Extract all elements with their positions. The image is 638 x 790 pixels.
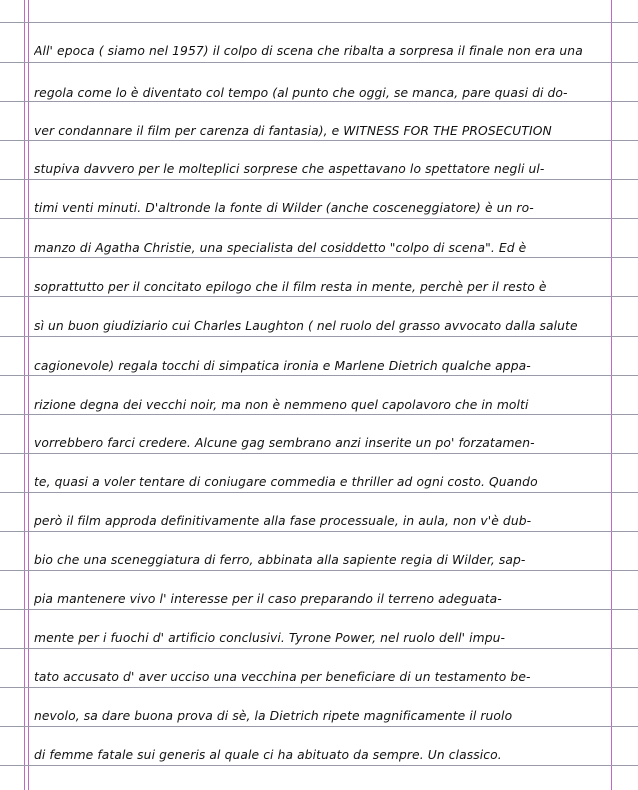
text-line: vorrebbero farci credere. Alcune gag sembrano anzi inserite un po' forzatamen-	[34, 436, 535, 450]
text-line: regola come lo è diventato col tempo (al punto che oggi, se manca, pare quasi di do-	[34, 86, 568, 100]
left-margin-line	[24, 0, 25, 790]
text-line: ver condannare il film per carenza di fantasia), e WITNESS FOR THE PROSECUTION	[34, 124, 552, 138]
ruling-line	[0, 140, 638, 141]
text-line: sì un buon giudiziario cui Charles Laughton ( nel ruolo del grasso avvocato dalla salute	[34, 319, 578, 333]
text-line: soprattutto per il concitato epilogo che il film resta in mente, perchè per il resto è	[34, 280, 547, 294]
text-line: All' epoca ( siamo nel 1957) il colpo di scena che ribalta a sorpresa il finale non era una	[34, 44, 583, 58]
ruling-line	[0, 101, 638, 102]
text-line: mente per i fuochi d' artificio conclusivi. Tyrone Power, nel ruolo dell' impu-	[34, 631, 506, 645]
text-line: timi venti minuti. D'altronde la fonte di Wilder (anche cosceneggiatore) è un ro-	[34, 201, 534, 215]
text-line: pia mantenere vivo l' interesse per il caso preparando il terreno adeguata-	[34, 592, 502, 606]
text-line: però il film approda definitivamente alla fase processuale, in aula, non v'è dub-	[34, 514, 532, 528]
right-margin-line	[611, 0, 612, 790]
ruling-line	[0, 492, 638, 493]
ruling-line	[0, 609, 638, 610]
left-margin-line-inner	[28, 0, 29, 790]
ruling-line	[0, 765, 638, 766]
text-line: te, quasi a voler tentare di coniugare commedia e thriller ad ogni costo. Quando	[34, 475, 538, 489]
text-line: cagionevole) regala tocchi di simpatica ironia e Marlene Dietrich qualche appa-	[34, 359, 531, 373]
ruling-line	[0, 453, 638, 454]
ruling-line	[0, 531, 638, 532]
ruling-line	[0, 648, 638, 649]
ruling-line	[0, 726, 638, 727]
ruling-line	[0, 414, 638, 415]
ruling-line	[0, 687, 638, 688]
text-line: stupiva davvero per le molteplici sorprese che aspettavano lo spettatore negli ul-	[34, 162, 545, 176]
text-line: bio che una sceneggiatura di ferro, abbinata alla sapiente regia di Wilder, sap-	[34, 553, 526, 567]
ruling-line	[0, 336, 638, 337]
ruling-line	[0, 375, 638, 376]
ruling-line	[0, 257, 638, 258]
text-line: manzo di Agatha Christie, una specialista del cosiddetto "colpo di scena". Ed è	[34, 241, 527, 255]
ruling-line	[0, 218, 638, 219]
text-line: nevolo, sa dare buona prova di sè, la Dietrich ripete magnificamente il ruolo	[34, 709, 513, 723]
ruling-line	[0, 570, 638, 571]
text-line: tato accusato d' aver ucciso una vecchina per beneficiare di un testamento be-	[34, 670, 531, 684]
text-line: rizione degna dei vecchi noir, ma non è nemmeno quel capolavoro che in molti	[34, 398, 529, 412]
text-line: di femme fatale sui generis al quale ci ha abituato da sempre. Un classico.	[34, 748, 502, 762]
ruling-line	[0, 22, 638, 23]
ruling-line	[0, 62, 638, 63]
ruling-line	[0, 296, 638, 297]
ruling-line	[0, 179, 638, 180]
